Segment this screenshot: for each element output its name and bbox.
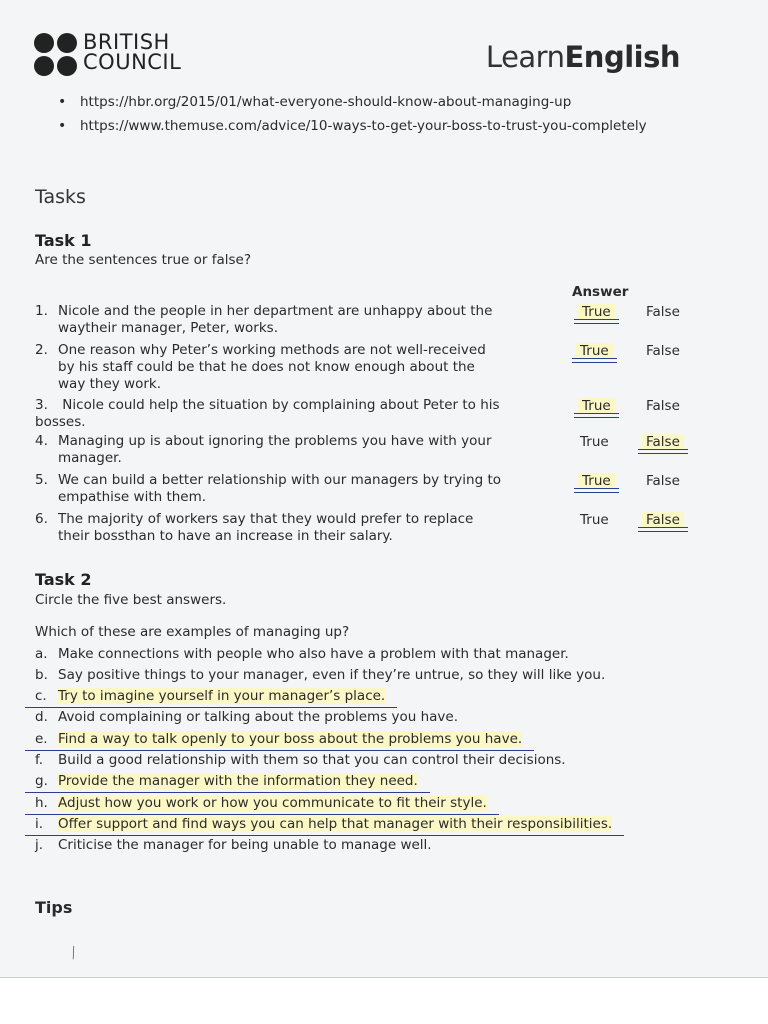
q4-true-option[interactable]: True	[580, 434, 609, 450]
answer-a[interactable]: a. Make connections with people who also have a problem with that manager.	[35, 646, 569, 662]
answer-d[interactable]: d. Avoid complaining or talking about the problems you have.	[35, 709, 458, 725]
reference-links	[58, 94, 698, 142]
task1-title: Task 1	[35, 231, 92, 250]
question-1: 1. Nicole and the people in her department are unhappy about the waytheir manager, Peter, works.	[35, 303, 493, 336]
answer-e[interactable]: e. Find a way to talk openly to your boss about the problems you have.	[35, 731, 523, 747]
q2-true-option[interactable]: True	[576, 343, 613, 359]
question-6: 6. The majority of workers say that they would prefer to replace their bossthan to have an increase in their salary.	[35, 511, 474, 544]
learnenglish-logo: LearnEnglish	[485, 40, 680, 74]
q6-false-option[interactable]: False	[642, 512, 684, 528]
q1-false-option[interactable]: False	[646, 304, 680, 320]
british-council-logo	[34, 32, 181, 76]
tasks-heading: Tasks	[35, 186, 86, 208]
british-council-dots-icon	[34, 33, 77, 76]
answer-h[interactable]: h. Adjust how you work or how you communicate to fit their style.	[35, 795, 487, 811]
answer-f[interactable]: f. Build a good relationship with them so that you can control their decisions.	[35, 752, 566, 768]
q6-true-option[interactable]: True	[580, 512, 609, 528]
question-4: 4. Managing up is about ignoring the problems you have with your manager.	[35, 433, 492, 466]
task2-title: Task 2	[35, 570, 92, 589]
question-2: 2. One reason why Peter’s working methods are not well-received by his staff could be that he does not know enough about the way they work.	[35, 342, 486, 392]
pen-mark: ╲	[67, 947, 79, 960]
task1-instruction: Are the sentences true or false?	[35, 252, 252, 268]
q5-false-option[interactable]: False	[646, 473, 680, 489]
q3-false-option[interactable]: False	[646, 398, 680, 414]
british-council-wordmark: BRITISH COUNCIL	[83, 30, 182, 74]
task2-instruction: Circle the five best answers.	[35, 592, 227, 608]
tips-heading: Tips	[35, 898, 73, 917]
answer-c[interactable]: c. Try to imagine yourself in your manager’s place.	[35, 688, 386, 704]
answer-g[interactable]: g. Provide the manager with the information they need.	[35, 773, 418, 789]
q2-false-option[interactable]: False	[646, 343, 680, 359]
q3-true-option[interactable]: True	[578, 398, 615, 414]
question-5: 5. We can build a better relationship with our managers by trying to empathise with them.	[35, 472, 501, 505]
answer-j[interactable]: j. Criticise the manager for being unable to manage well.	[35, 837, 432, 853]
link-item[interactable]: • https://www.themuse.com/advice/10-ways-to-get-your-boss-to-trust-you-completely	[58, 118, 698, 135]
q4-false-option[interactable]: False	[642, 434, 684, 450]
question-3: 3. Nicole could help the situation by complaining about Peter to his bosses.	[35, 397, 500, 430]
link-item[interactable]: • https://hbr.org/2015/01/what-everyone-should-know-about-managing-up	[58, 94, 698, 111]
answer-column-header: Answer	[572, 284, 629, 300]
answer-b[interactable]: b. Say positive things to your manager, even if they’re untrue, so they will like you.	[35, 667, 606, 683]
task2-question: Which of these are examples of managing up?	[35, 624, 350, 640]
q1-true-option[interactable]: True	[578, 304, 615, 320]
answer-i[interactable]: i. Offer support and find ways you can help that manager with their responsibilities.	[35, 816, 613, 832]
q5-true-option[interactable]: True	[578, 473, 615, 489]
